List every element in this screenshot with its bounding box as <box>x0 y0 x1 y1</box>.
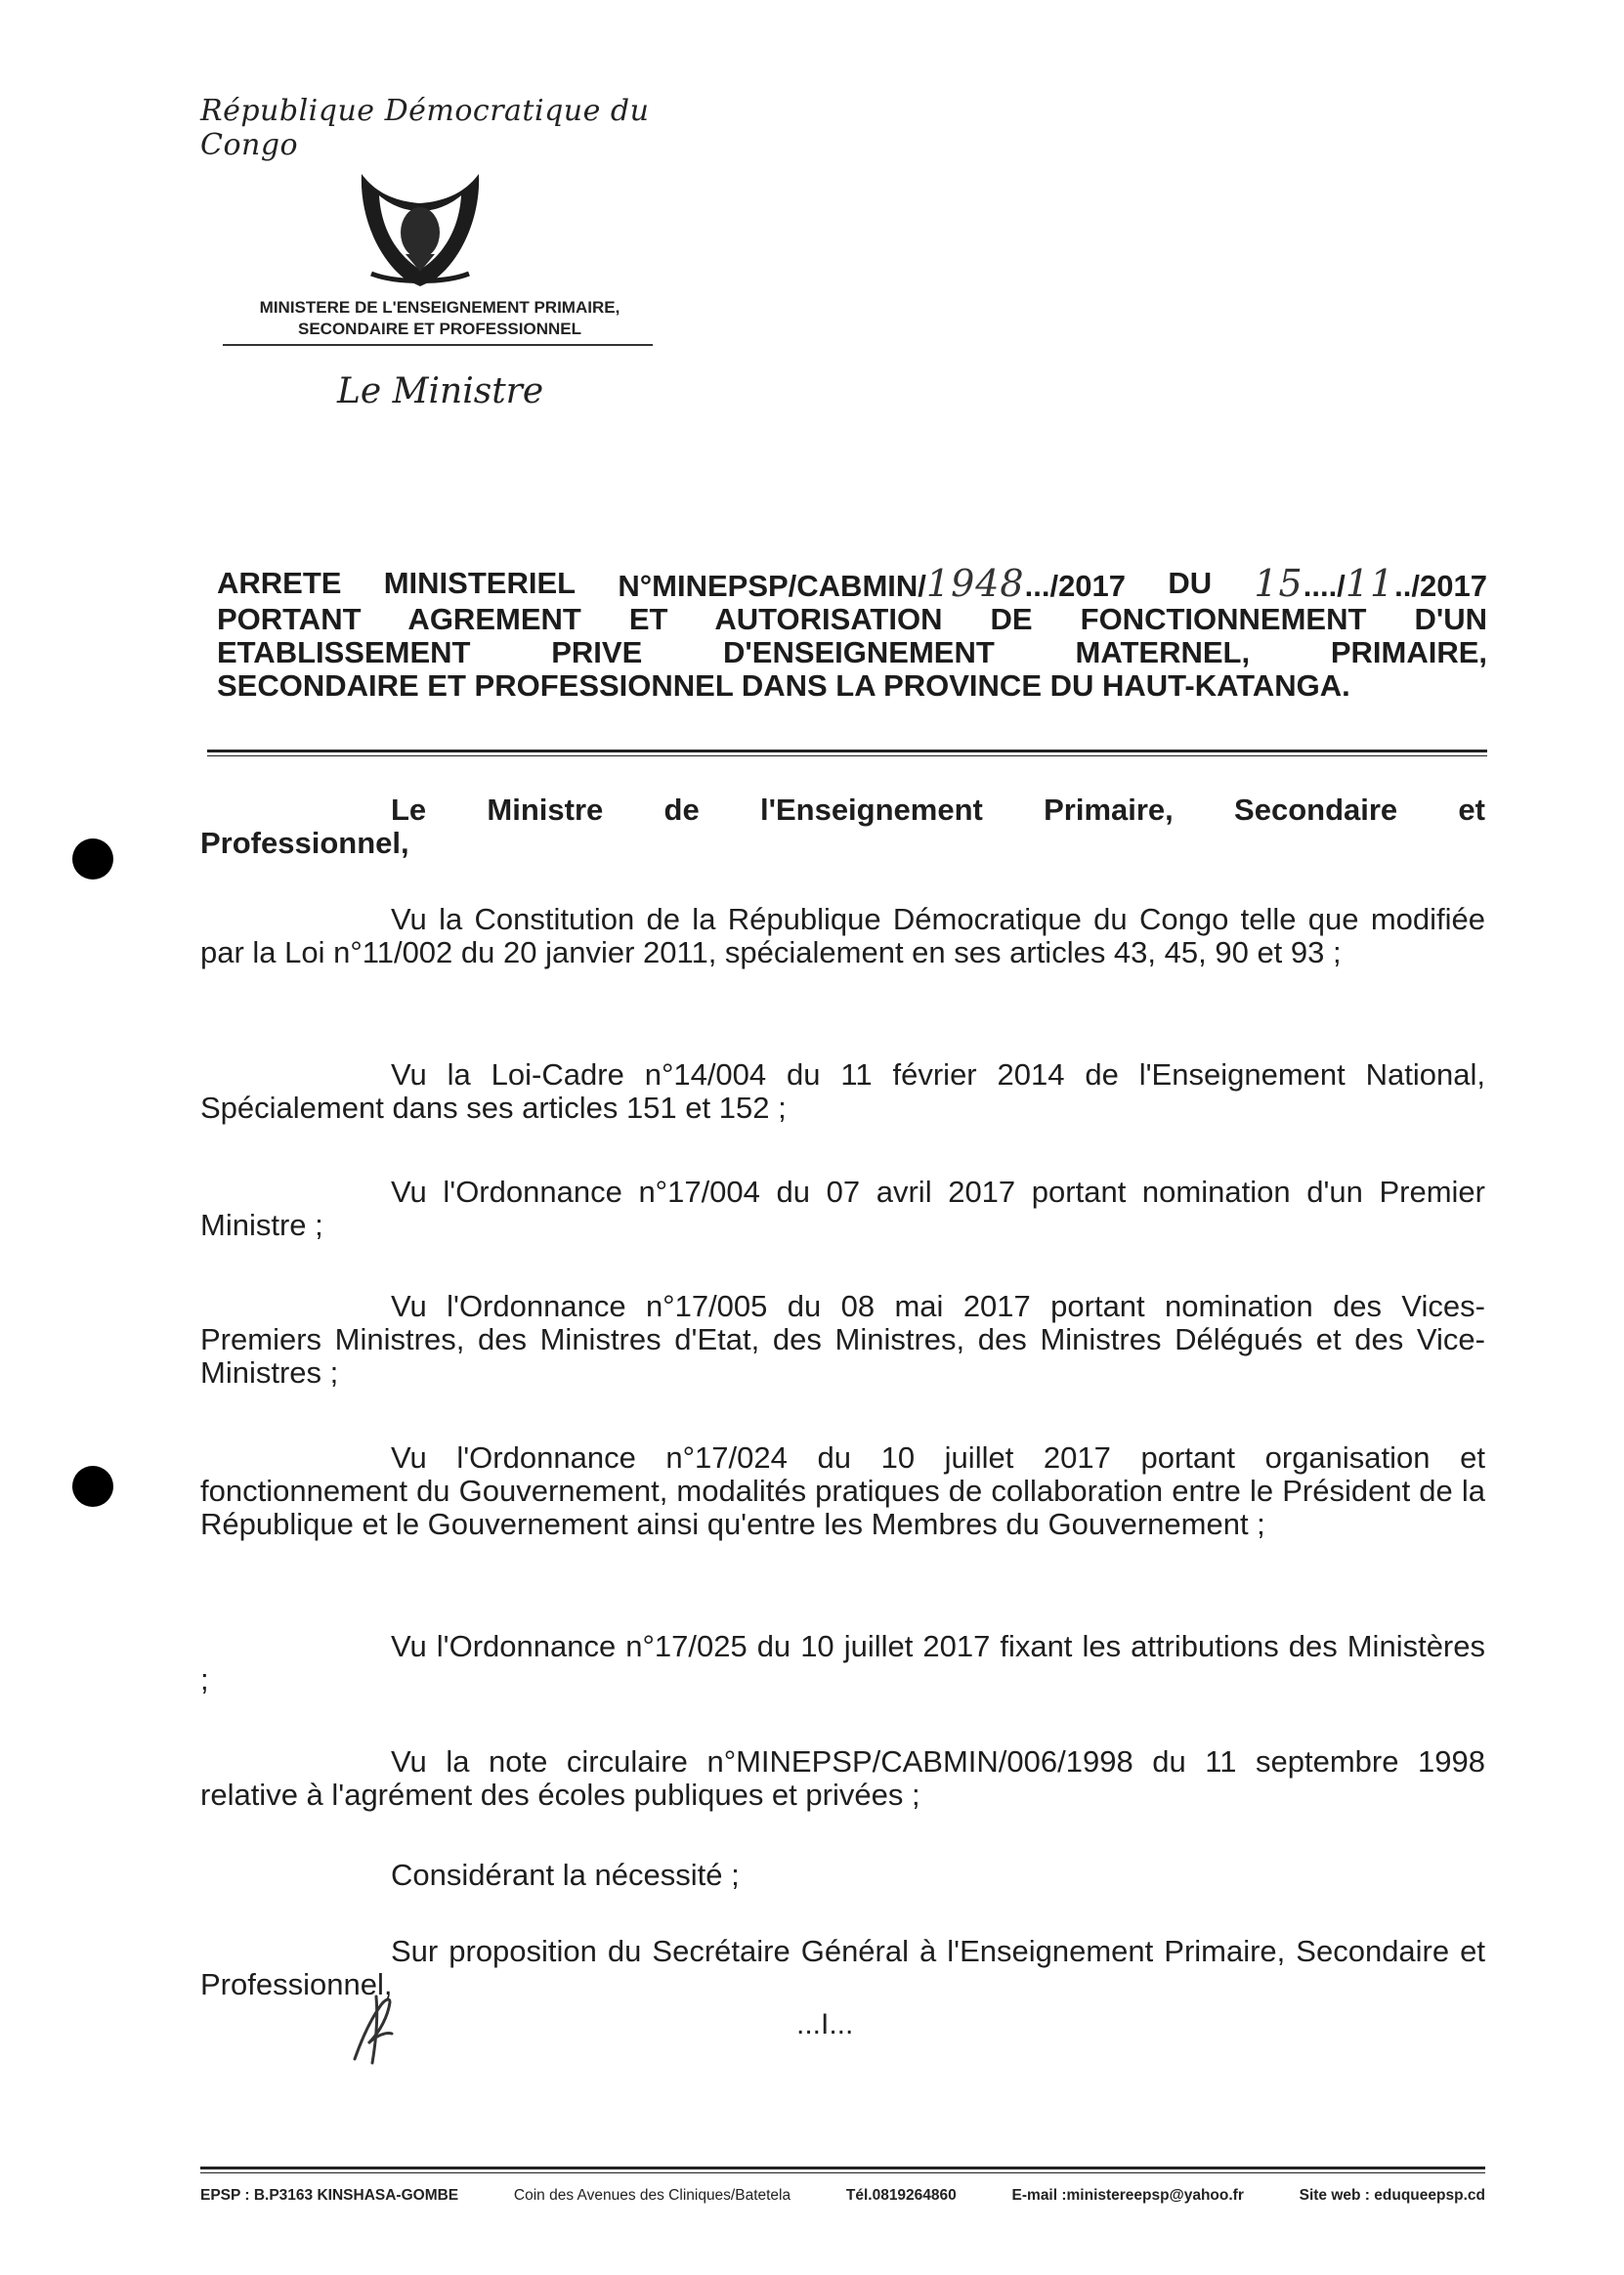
title-line-3: ETABLISSEMENT PRIVE D'ENSEIGNEMENT MATERNEL, PRIMAIRE, <box>217 635 1487 669</box>
footer-street: Coin des Avenues des Cliniques/Batetela <box>513 2187 791 2204</box>
title-underline-thin <box>207 755 1487 756</box>
handwritten-initial-icon <box>347 1989 406 2067</box>
preamble-heading: Le Ministre de l'Enseignement Primaire, Secondaire et Professionnel, <box>200 793 1485 860</box>
decree-reference: N°MINEPSP/CABMIN/1948.../2017 <box>618 562 1127 605</box>
handwritten-day: 15 <box>1254 562 1303 605</box>
handwritten-decree-number: 1948 <box>925 562 1025 605</box>
title-underline <box>207 750 1487 752</box>
binder-hole-bottom <box>72 1466 113 1507</box>
footer-website: Site web : eduqueepsp.cd <box>1299 2187 1485 2204</box>
footer-address: EPSP : B.P3163 KINSHASA-GOMBE <box>200 2187 459 2204</box>
ministry-name <box>210 297 669 340</box>
citation-constitution: Vu la Constitution de la République Démocratique du Congo telle que modifiée par la Loi n°11/002 du 20 janvier 2011, spécialement en ses articles 43, 45, 90 et 93 ; <box>200 902 1485 969</box>
continued-marker: ...I... <box>796 2008 854 2040</box>
citation-ordonnance-17-004: Vu l'Ordonnance n°17/004 du 07 avril 2017 portant nomination d'un Premier Ministre ; <box>200 1175 1485 1242</box>
binder-hole-top <box>72 838 113 880</box>
ministry-line-2: SECONDAIRE ET PROFESSIONNEL <box>298 320 581 338</box>
footer-contact <box>200 2187 1485 2205</box>
ministry-divider <box>223 344 653 346</box>
national-emblem-icon <box>352 164 489 291</box>
title-line-1 <box>217 562 1487 605</box>
footer-phone: Tél.0819264860 <box>845 2187 957 2204</box>
decree-date: 15..../11../2017 <box>1254 562 1487 605</box>
handwritten-month: 11 <box>1345 562 1395 605</box>
citation-ordonnance-17-024: Vu l'Ordonnance n°17/024 du 10 juillet 2017 portant organisation et fonctionnement du Gouvernement, modalités pratiques de collaboration entre le Président de la République et le Gouvernement ainsi qu'entre les Membres du Gouvernement ; <box>200 1440 1485 1541</box>
citation-ordonnance-17-025: Vu l'Ordonnance n°17/025 du 10 juillet 2017 fixant les attributions des Ministères ; <box>200 1629 1485 1696</box>
considerant-clause: Considérant la nécessité ; <box>391 1858 740 1892</box>
title-word-ministeriel: MINISTERIEL <box>383 566 577 600</box>
citation-ordonnance-17-005: Vu l'Ordonnance n°17/005 du 08 mai 2017 portant nomination des Vices-Premiers Ministres, des Ministres d'Etat, des Ministres, des Ministres Délégués et des Vice-Ministres ; <box>200 1289 1485 1390</box>
footer-email: E-mail :ministereepsp@yahoo.fr <box>1011 2187 1244 2204</box>
citation-note-circulaire: Vu la note circulaire n°MINEPSP/CABMIN/006/1998 du 11 septembre 1998 relative à l'agrément des écoles publiques et privées ; <box>200 1744 1485 1812</box>
title-line-2: PORTANT AGREMENT ET AUTORISATION DE FONCTIONNEMENT D'UN <box>217 602 1487 636</box>
footer-divider-thin <box>200 2172 1485 2173</box>
ministry-line-1: MINISTERE DE L'ENSEIGNEMENT PRIMAIRE, <box>259 298 620 317</box>
title-word-arrete: ARRETE <box>217 566 342 600</box>
republic-heading: République Démocratique du Congo <box>200 94 650 162</box>
footer-divider <box>200 2167 1485 2169</box>
signatory-heading: Le Ministre <box>337 371 544 411</box>
title-word-du: DU <box>1168 566 1213 600</box>
title-line-4: SECONDAIRE ET PROFESSIONNEL DANS LA PROVINCE DU HAUT-KATANGA. <box>217 668 1350 703</box>
proposition-clause: Sur proposition du Secrétaire Général à l'Enseignement Primaire, Secondaire et Professionnel, <box>200 1934 1485 2001</box>
decree-title <box>217 562 1487 703</box>
citation-loi-cadre: Vu la Loi-Cadre n°14/004 du 11 février 2014 de l'Enseignement National, Spécialement dans ses articles 151 et 152 ; <box>200 1057 1485 1125</box>
